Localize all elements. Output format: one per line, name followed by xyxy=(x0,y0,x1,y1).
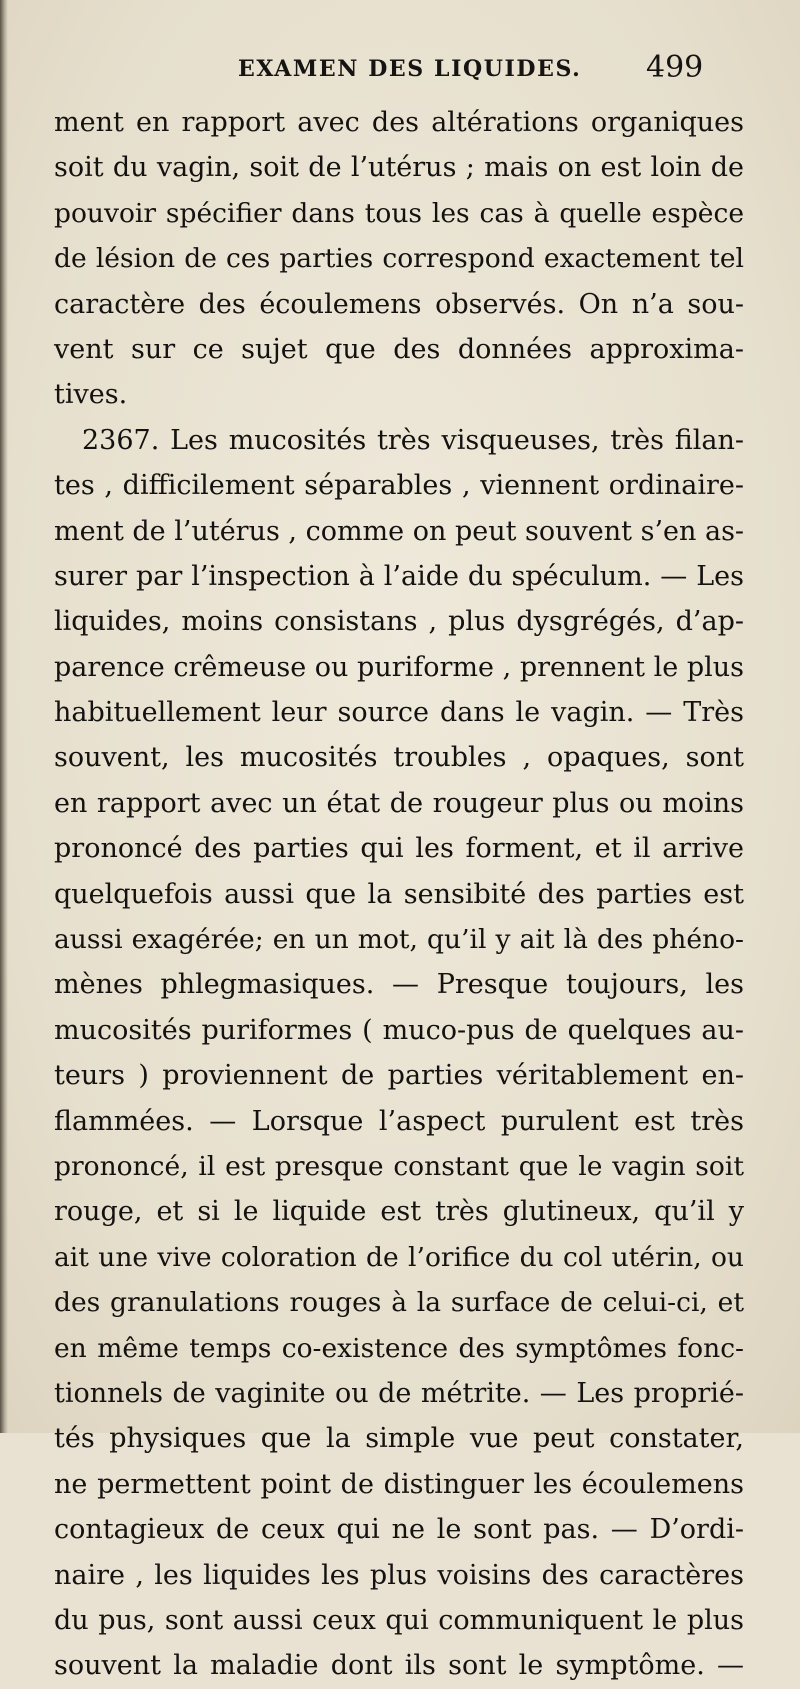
page-gutter-shadow xyxy=(0,0,8,1433)
text-line: ment de l’utérus , comme on peut souvent s’en as- xyxy=(54,515,745,547)
text-line: vent sur ce sujet que des données approxima- xyxy=(54,333,744,365)
text-line: surer par l’inspection à l’aide du spéculum. — Les xyxy=(54,560,744,592)
text-line: parence crêmeuse ou puriforme , prennent le plus xyxy=(54,651,744,683)
running-title: EXAMEN DES LIQUIDES. xyxy=(238,56,582,82)
text-line: en rapport avec un état de rougeur plus ou moins xyxy=(54,787,744,819)
text-line: tes , difficilement séparables , viennent ordinaire- xyxy=(54,470,744,502)
text-line: contagieux de ceux qui ne le sont pas. — D’ordi- xyxy=(54,1514,744,1546)
text-line: quelquefois aussi que la sensibité des parties est xyxy=(54,878,744,910)
text-line: souvent, les mucosités troubles , opaques, sont xyxy=(54,742,744,774)
text-line: rouge, et si le liquide est très glutineux, qu’il y xyxy=(54,1196,744,1228)
text-line: naire , les liquides les plus voisins des caractères xyxy=(54,1559,744,1591)
text-line: des granulations rouges à la surface de celui-ci, et xyxy=(54,1287,744,1319)
text-line: prononcé, il est presque constant que le vagin soit xyxy=(54,1150,744,1182)
page-header xyxy=(0,50,800,96)
text-line: caractère des écoulemens observés. On n’a sou- xyxy=(54,288,744,320)
text-line: habituellement leur source dans le vagin. — Très xyxy=(54,697,744,729)
paragraph-start-line: 2367. Les mucosités très visqueuses, très filan- xyxy=(82,424,744,456)
text-line: prononcé des parties qui les forment, et il arrive xyxy=(54,833,744,865)
text-line: soit du vagin, soit de l’utérus ; mais on est loin de xyxy=(54,152,744,184)
page-number: 499 xyxy=(646,50,704,85)
text-line: du pus, sont aussi ceux qui communiquent le plus xyxy=(54,1604,744,1636)
text-line: souvent la maladie dont ils sont le symptôme. — xyxy=(54,1650,744,1682)
text-line: ait une vive coloration de l’orifice du col utérin, ou xyxy=(54,1241,744,1273)
text-line: aussi exagérée; en un mot, qu’il y ait là des phéno- xyxy=(54,924,744,956)
body-text xyxy=(54,100,744,1689)
text-line: ne permettent point de distinguer les écoulemens xyxy=(54,1468,744,1500)
text-line: tés physiques que la simple vue peut constater, xyxy=(54,1423,744,1455)
text-line: liquides, moins consistans , plus dysgrégés, d’ap- xyxy=(54,606,744,638)
text-line: mucosités puriformes ( muco-pus de quelques au- xyxy=(54,1014,744,1046)
text-line: flammées. — Lorsque l’aspect purulent est très xyxy=(54,1105,744,1137)
text-line: de lésion de ces parties correspond exactement tel xyxy=(54,243,744,275)
text-line: mènes phlegmasiques. — Presque toujours, les xyxy=(54,969,744,1001)
text-line: tives. xyxy=(54,379,128,411)
text-line: tionnels de vaginite ou de métrite. — Les proprié- xyxy=(54,1377,744,1409)
text-line: pouvoir spécifier dans tous les cas à quelle espèce xyxy=(54,197,744,229)
text-line: teurs ) proviennent de parties véritablement en- xyxy=(54,1060,744,1092)
text-line: en même temps co-existence des symptômes fonc- xyxy=(54,1332,744,1364)
text-line: ment en rapport avec des altérations organiques xyxy=(54,107,744,138)
